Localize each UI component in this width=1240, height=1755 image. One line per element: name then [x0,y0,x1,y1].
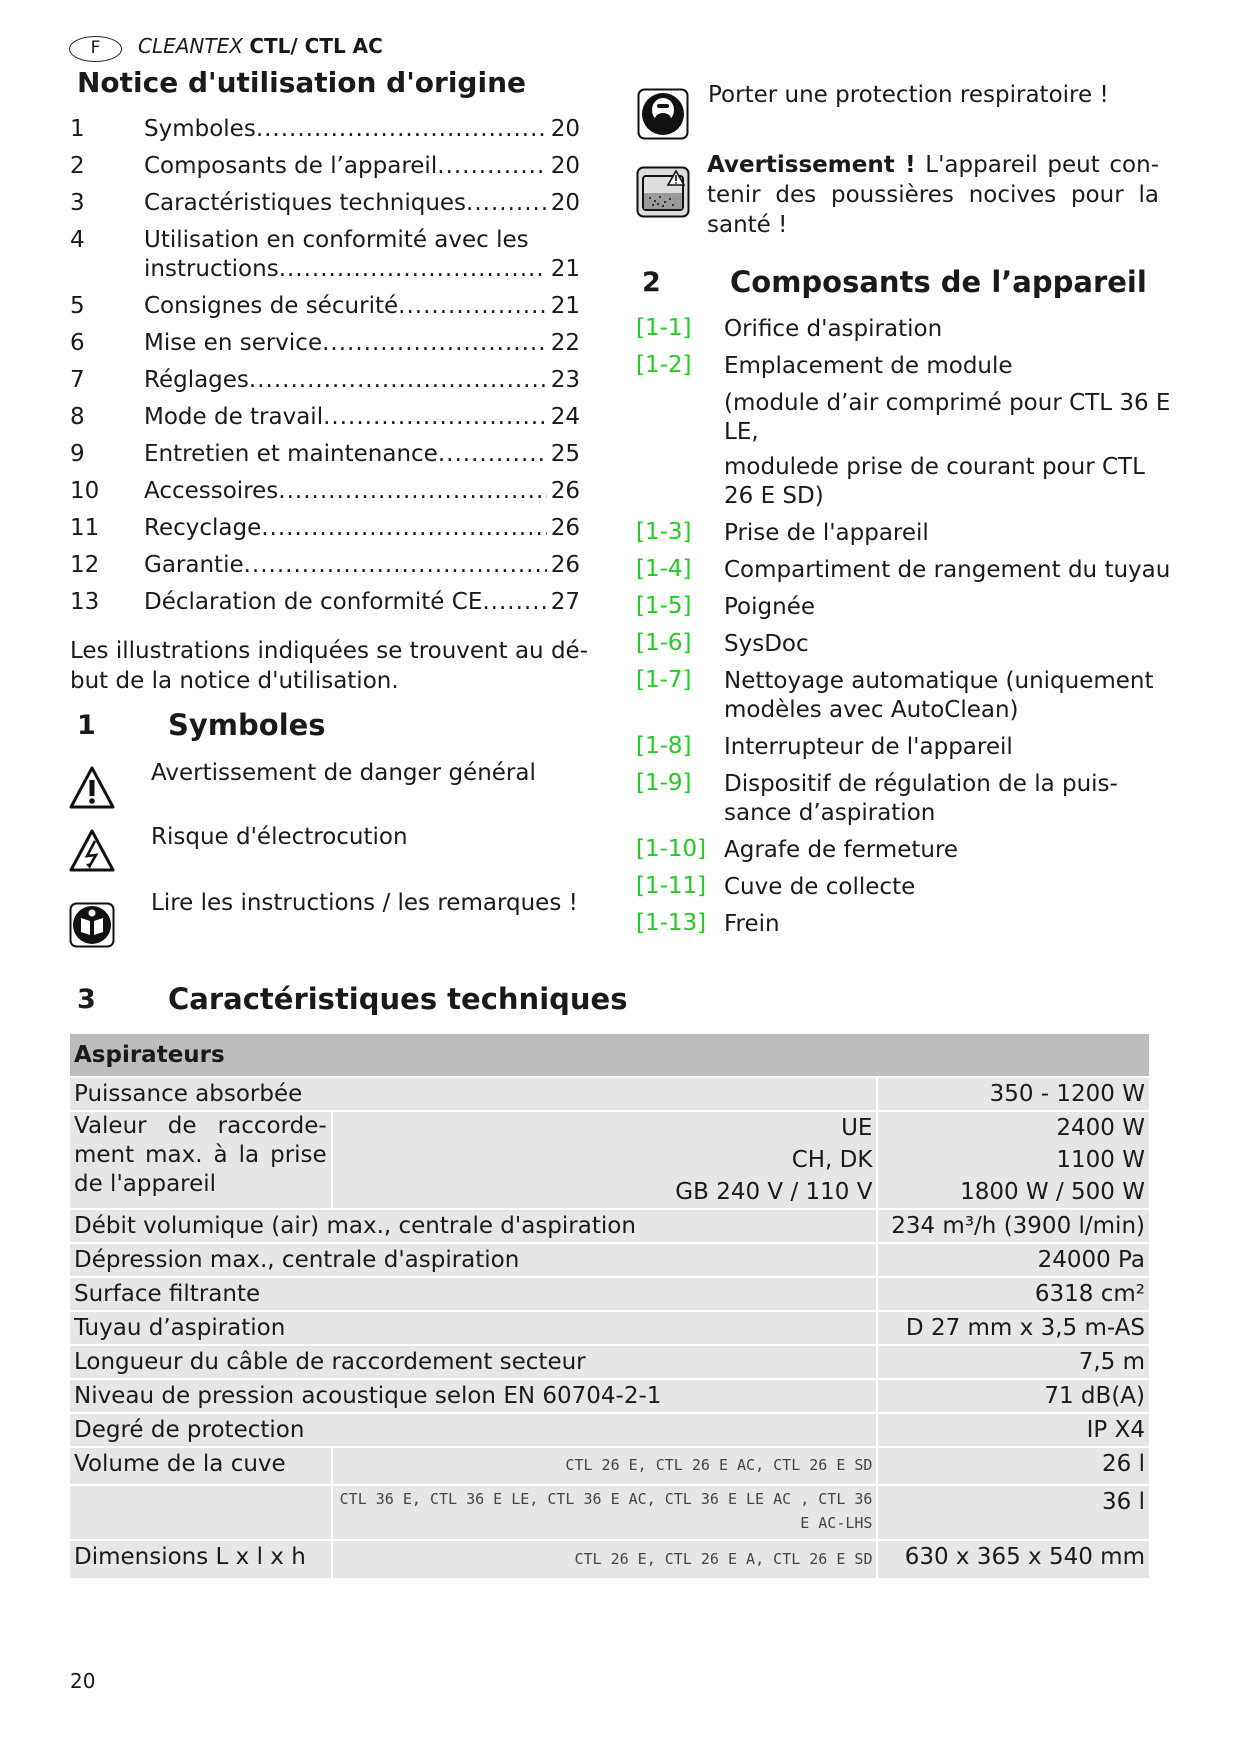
toc-label: Garantie [144,552,244,578]
component-name: Compartiment de rangement du tuyau [724,557,1171,583]
toc-page: 21 [550,256,580,282]
table-header: Aspirateurs [69,1033,1150,1077]
toc-entry[interactable] [70,153,580,190]
toc-page: 22 [550,330,580,356]
spec-value: 24000 Pa [877,1243,1150,1277]
table-of-contents [70,116,580,626]
table-row [69,1379,1150,1413]
component-name: SysDoc [724,631,809,657]
table-row [69,1345,1150,1379]
toc-number: 1 [70,116,85,142]
respirator-text: Porter une protection respiratoire ! [708,82,1109,108]
read-instructions-icon [69,902,115,948]
spec-label: Tuyau d’aspiration [69,1311,877,1345]
toc-entry[interactable] [70,515,580,552]
toc-leader [437,153,547,179]
warning-triangle-icon [69,765,115,811]
list-item [636,667,1171,725]
toc-number: 12 [70,552,100,578]
toc-page: 26 [550,552,580,578]
component-ref[interactable]: [1-1] [636,315,692,341]
component-ref[interactable]: [1-6] [636,630,692,656]
components-list [636,315,1171,939]
toc-label: Mise en service [144,330,323,356]
toc-leader [438,441,547,467]
spec-region: CH, DK [332,1144,878,1176]
spec-value: 6318 cm² [877,1277,1150,1311]
table-header-row [69,1033,1150,1077]
toc-entry[interactable] [70,190,580,227]
component-ref[interactable]: [1-9] [636,770,692,796]
toc-entry[interactable] [70,441,580,478]
component-ref[interactable]: [1-4] [636,556,692,582]
toc-page: 26 [550,478,580,504]
dust-hazard-icon [636,166,690,218]
toc-page: 25 [550,441,580,467]
symbol-text: Avertissement de danger général [151,760,536,786]
spec-label: Surface filtrante [69,1277,877,1311]
component-ref[interactable]: [1-8] [636,733,692,759]
spec-value: D 27 mm x 3,5 m-AS [877,1311,1150,1345]
toc-page: 23 [550,367,580,393]
toc-label: Caractéristiques techniques [144,190,467,216]
spec-value: 2400 W [877,1111,1150,1144]
component-ref[interactable]: [1-2] [636,352,692,378]
section-number: 3 [77,984,96,1015]
toc-number: 11 [70,515,100,541]
list-item [636,556,1171,585]
toc-leader [482,589,546,615]
toc-leader [279,256,547,282]
toc-label: Réglages [144,367,249,393]
spec-value: 1800 W / 500 W [877,1176,1150,1209]
spec-value: 7,5 m [877,1345,1150,1379]
toc-entry[interactable] [70,589,580,626]
component-name: (module d’air comprimé pour CTL 36 E LE, [724,390,1171,445]
table-row [69,1540,1150,1579]
warning-label: Avertissement ! [707,152,916,178]
toc-label: Mode de travail [144,404,324,430]
spec-value: IP X4 [877,1413,1150,1447]
dust-warning-text [707,150,1159,240]
component-name: Cuve de collecte [724,874,916,900]
table-row [69,1111,1150,1144]
spec-label: Dépression max., centrale d'aspiration [69,1243,877,1277]
toc-page: 21 [550,293,580,319]
toc-entry[interactable] [70,293,580,330]
brand-line [138,34,383,58]
section-number: 2 [642,267,661,298]
toc-entry[interactable] [70,227,580,293]
component-ref[interactable]: [1-10] [636,836,707,862]
table-row [69,1209,1150,1243]
toc-entry[interactable] [70,330,580,367]
spec-value: 71 dB(A) [877,1379,1150,1413]
list-item [636,593,1171,622]
spec-label: Valeur de raccorde-ment max. à la prise de l'appareil [69,1111,332,1209]
component-name: Dispositif de régulation de la puis-sance d’aspiration [724,771,1118,826]
toc-entry[interactable] [70,116,580,153]
spec-models: CTL 26 E, CTL 26 E AC, CTL 26 E SD [332,1447,878,1485]
component-ref[interactable]: [1-7] [636,667,692,693]
toc-entry[interactable] [70,367,580,404]
toc-label: Composants de l’appareil [144,153,438,179]
toc-entry[interactable] [70,404,580,441]
respirator-icon [637,88,689,140]
spec-value: 350 - 1200 W [877,1077,1150,1111]
page-number: 20 [70,1669,96,1693]
toc-number: 4 [70,227,85,253]
component-ref[interactable]: [1-11] [636,873,707,899]
component-name: Nettoyage automatique (uniquement modèles avec AutoClean) [724,668,1154,723]
section-title: Caractéristiques techniques [168,982,628,1016]
illustrations-note: Les illustrations indiquées se trouvent au dé-but de la notice d'utilisation. [70,638,588,694]
spec-value: 234 m³/h (3900 l/min) [877,1209,1150,1243]
toc-label: Consignes de sécurité [144,293,399,319]
component-ref[interactable]: [1-13] [636,910,707,936]
brand-name: CLEANTEX [138,34,243,58]
toc-label: Déclaration de conformité CE [144,589,483,615]
toc-leader [322,330,547,356]
toc-label: Utilisation en conformité avec les [144,227,529,253]
component-name: Agrafe de fermeture [724,837,959,863]
spec-table [68,1032,1151,1580]
component-name: Emplacement de module [724,353,1013,379]
component-name: modulede prise de courant pour CTL 26 E SD) [724,454,1145,509]
toc-number: 9 [70,441,85,467]
toc-page: 20 [550,153,580,179]
toc-label: Accessoires [144,478,279,504]
language-badge: F [69,36,122,62]
list-item [636,352,1171,381]
toc-number: 5 [70,293,85,319]
list-item [636,733,1171,762]
model-name: CTL/ CTL AC [249,34,383,58]
toc-label: Entretien et maintenance [144,441,438,467]
toc-page: 20 [550,190,580,216]
list-item [636,873,1171,902]
toc-label: Recyclage [144,515,262,541]
spec-label-empty [69,1485,332,1540]
toc-number: 2 [70,153,85,179]
symbol-text: Risque d'électrocution [151,824,408,850]
spec-models: CTL 26 E, CTL 26 E A, CTL 26 E SD [332,1540,878,1579]
spec-region: UE [332,1111,878,1144]
spec-value: 26 l [877,1447,1150,1485]
component-name: Orifice d'aspiration [724,316,943,342]
symbol-text: Lire les instructions / les remarques ! [151,890,578,916]
table-row [69,1243,1150,1277]
spec-label: Longueur du câble de raccordement secteur [69,1345,877,1379]
spec-label: Volume de la cuve [69,1447,332,1485]
spec-label: Niveau de pression acoustique selon EN 60704-2-1 [69,1379,877,1413]
component-ref[interactable]: [1-3] [636,519,692,545]
toc-number: 13 [70,589,100,615]
component-ref[interactable]: [1-5] [636,593,692,619]
list-item [636,315,1171,344]
toc-leader [249,367,547,393]
electric-shock-icon [69,828,115,874]
table-row [69,1277,1150,1311]
spec-label: Débit volumique (air) max., centrale d'aspiration [69,1209,877,1243]
list-item [636,630,1171,659]
component-name: Poignée [724,594,815,620]
spec-value: 36 l [877,1485,1150,1540]
toc-page: 27 [550,589,580,615]
list-item [636,770,1171,828]
component-name: Prise de l'appareil [724,520,929,546]
toc-leader [466,190,547,216]
spec-value: 1100 W [877,1144,1150,1176]
toc-number: 7 [70,367,85,393]
toc-leader [244,552,547,578]
toc-number: 8 [70,404,85,430]
warning-body: L'appareil peut con-tenir des poussières nocives pour la santé ! [707,152,1160,238]
table-row [69,1485,1150,1540]
toc-leader [261,515,546,541]
list-item [636,836,1171,865]
section-number: 1 [77,710,96,741]
toc-number: 10 [70,478,100,504]
toc-leader [323,404,547,430]
list-item [636,910,1171,939]
list-item [636,519,1171,548]
toc-entry[interactable] [70,552,580,589]
toc-leader [256,116,547,142]
list-item [636,453,1171,511]
list-item [636,389,1171,447]
toc-number: 3 [70,190,85,216]
spec-label: Dimensions L x l x h [69,1540,332,1579]
notice-title: Notice d'utilisation d'origine [77,66,526,99]
section-title: Composants de l’appareil [730,265,1147,299]
component-name: Interrupteur de l'appareil [724,734,1013,760]
component-name: Frein [724,911,780,937]
toc-number: 6 [70,330,85,356]
spec-region: GB 240 V / 110 V [332,1176,878,1209]
toc-page: 20 [550,116,580,142]
toc-leader [398,293,547,319]
table-row [69,1311,1150,1345]
spec-models: CTL 36 E, CTL 36 E LE, CTL 36 E AC, CTL 36 E LE AC , CTL 36 E AC-LHS [332,1485,878,1540]
toc-entry[interactable] [70,478,580,515]
spec-label: Degré de protection [69,1413,877,1447]
table-row [69,1077,1150,1111]
toc-label-cont: instructions [144,256,279,282]
toc-leader [278,478,546,504]
toc-label: Symboles [144,116,256,142]
toc-page: 26 [550,515,580,541]
spec-label: Puissance absorbée [69,1077,877,1111]
table-row [69,1447,1150,1485]
spec-value: 630 x 365 x 540 mm [877,1540,1150,1579]
table-row [69,1413,1150,1447]
toc-page: 24 [550,404,580,430]
section-title: Symboles [168,708,326,742]
